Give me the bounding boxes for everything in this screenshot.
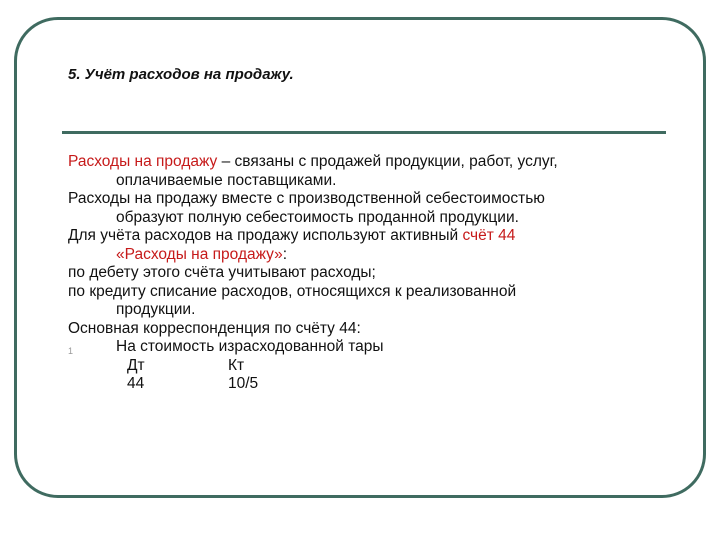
account-highlight: счёт 44 [462, 227, 516, 244]
paragraph-1-line-2: оплачиваемые поставщиками. [116, 171, 337, 189]
credit-value: 10/5 [228, 375, 259, 392]
slide-title: 5. Учёт расходов на продажу. [68, 66, 294, 83]
account-name-highlight: «Расходы на продажу» [116, 245, 283, 263]
paragraph-5-line-1: по кредиту списание расходов, относящихся к реализованной [68, 282, 517, 300]
list-item-number: 1 [68, 346, 74, 356]
paragraph-1-text: – связаны с продажей продукции, работ, услуг, [217, 153, 558, 170]
list-item-text: На стоимость израсходованной тары [116, 338, 384, 355]
paragraph-1-line-1 [68, 153, 668, 172]
title-divider [62, 131, 666, 134]
paragraph-2-line-2: образуют полную себестоимость проданной продукции. [116, 208, 519, 226]
slide-body [68, 153, 668, 394]
paragraph-3-colon: : [282, 245, 288, 263]
entry-header-row [68, 357, 668, 376]
paragraph-5-line-2: продукции. [116, 301, 196, 318]
paragraph-3-line-1 [68, 227, 668, 246]
entry-value-row [68, 375, 668, 394]
paragraph-6: Основная корреспонденция по счёту 44: [68, 319, 361, 337]
debit-value: 44 [127, 375, 145, 392]
credit-label: Кт [228, 356, 245, 374]
term-highlight: Расходы на продажу [68, 153, 218, 170]
paragraph-3-text: Для учёта расходов на продажу используют активный [68, 227, 463, 244]
paragraph-4: по дебету этого счёта учитывают расходы; [68, 264, 376, 281]
paragraph-2-line-1: Расходы на продажу вместе с производственной себестоимостью [68, 190, 545, 207]
paragraph-3-line-2 [68, 246, 668, 265]
list-item [68, 338, 668, 357]
debit-label: Дт [127, 356, 145, 374]
